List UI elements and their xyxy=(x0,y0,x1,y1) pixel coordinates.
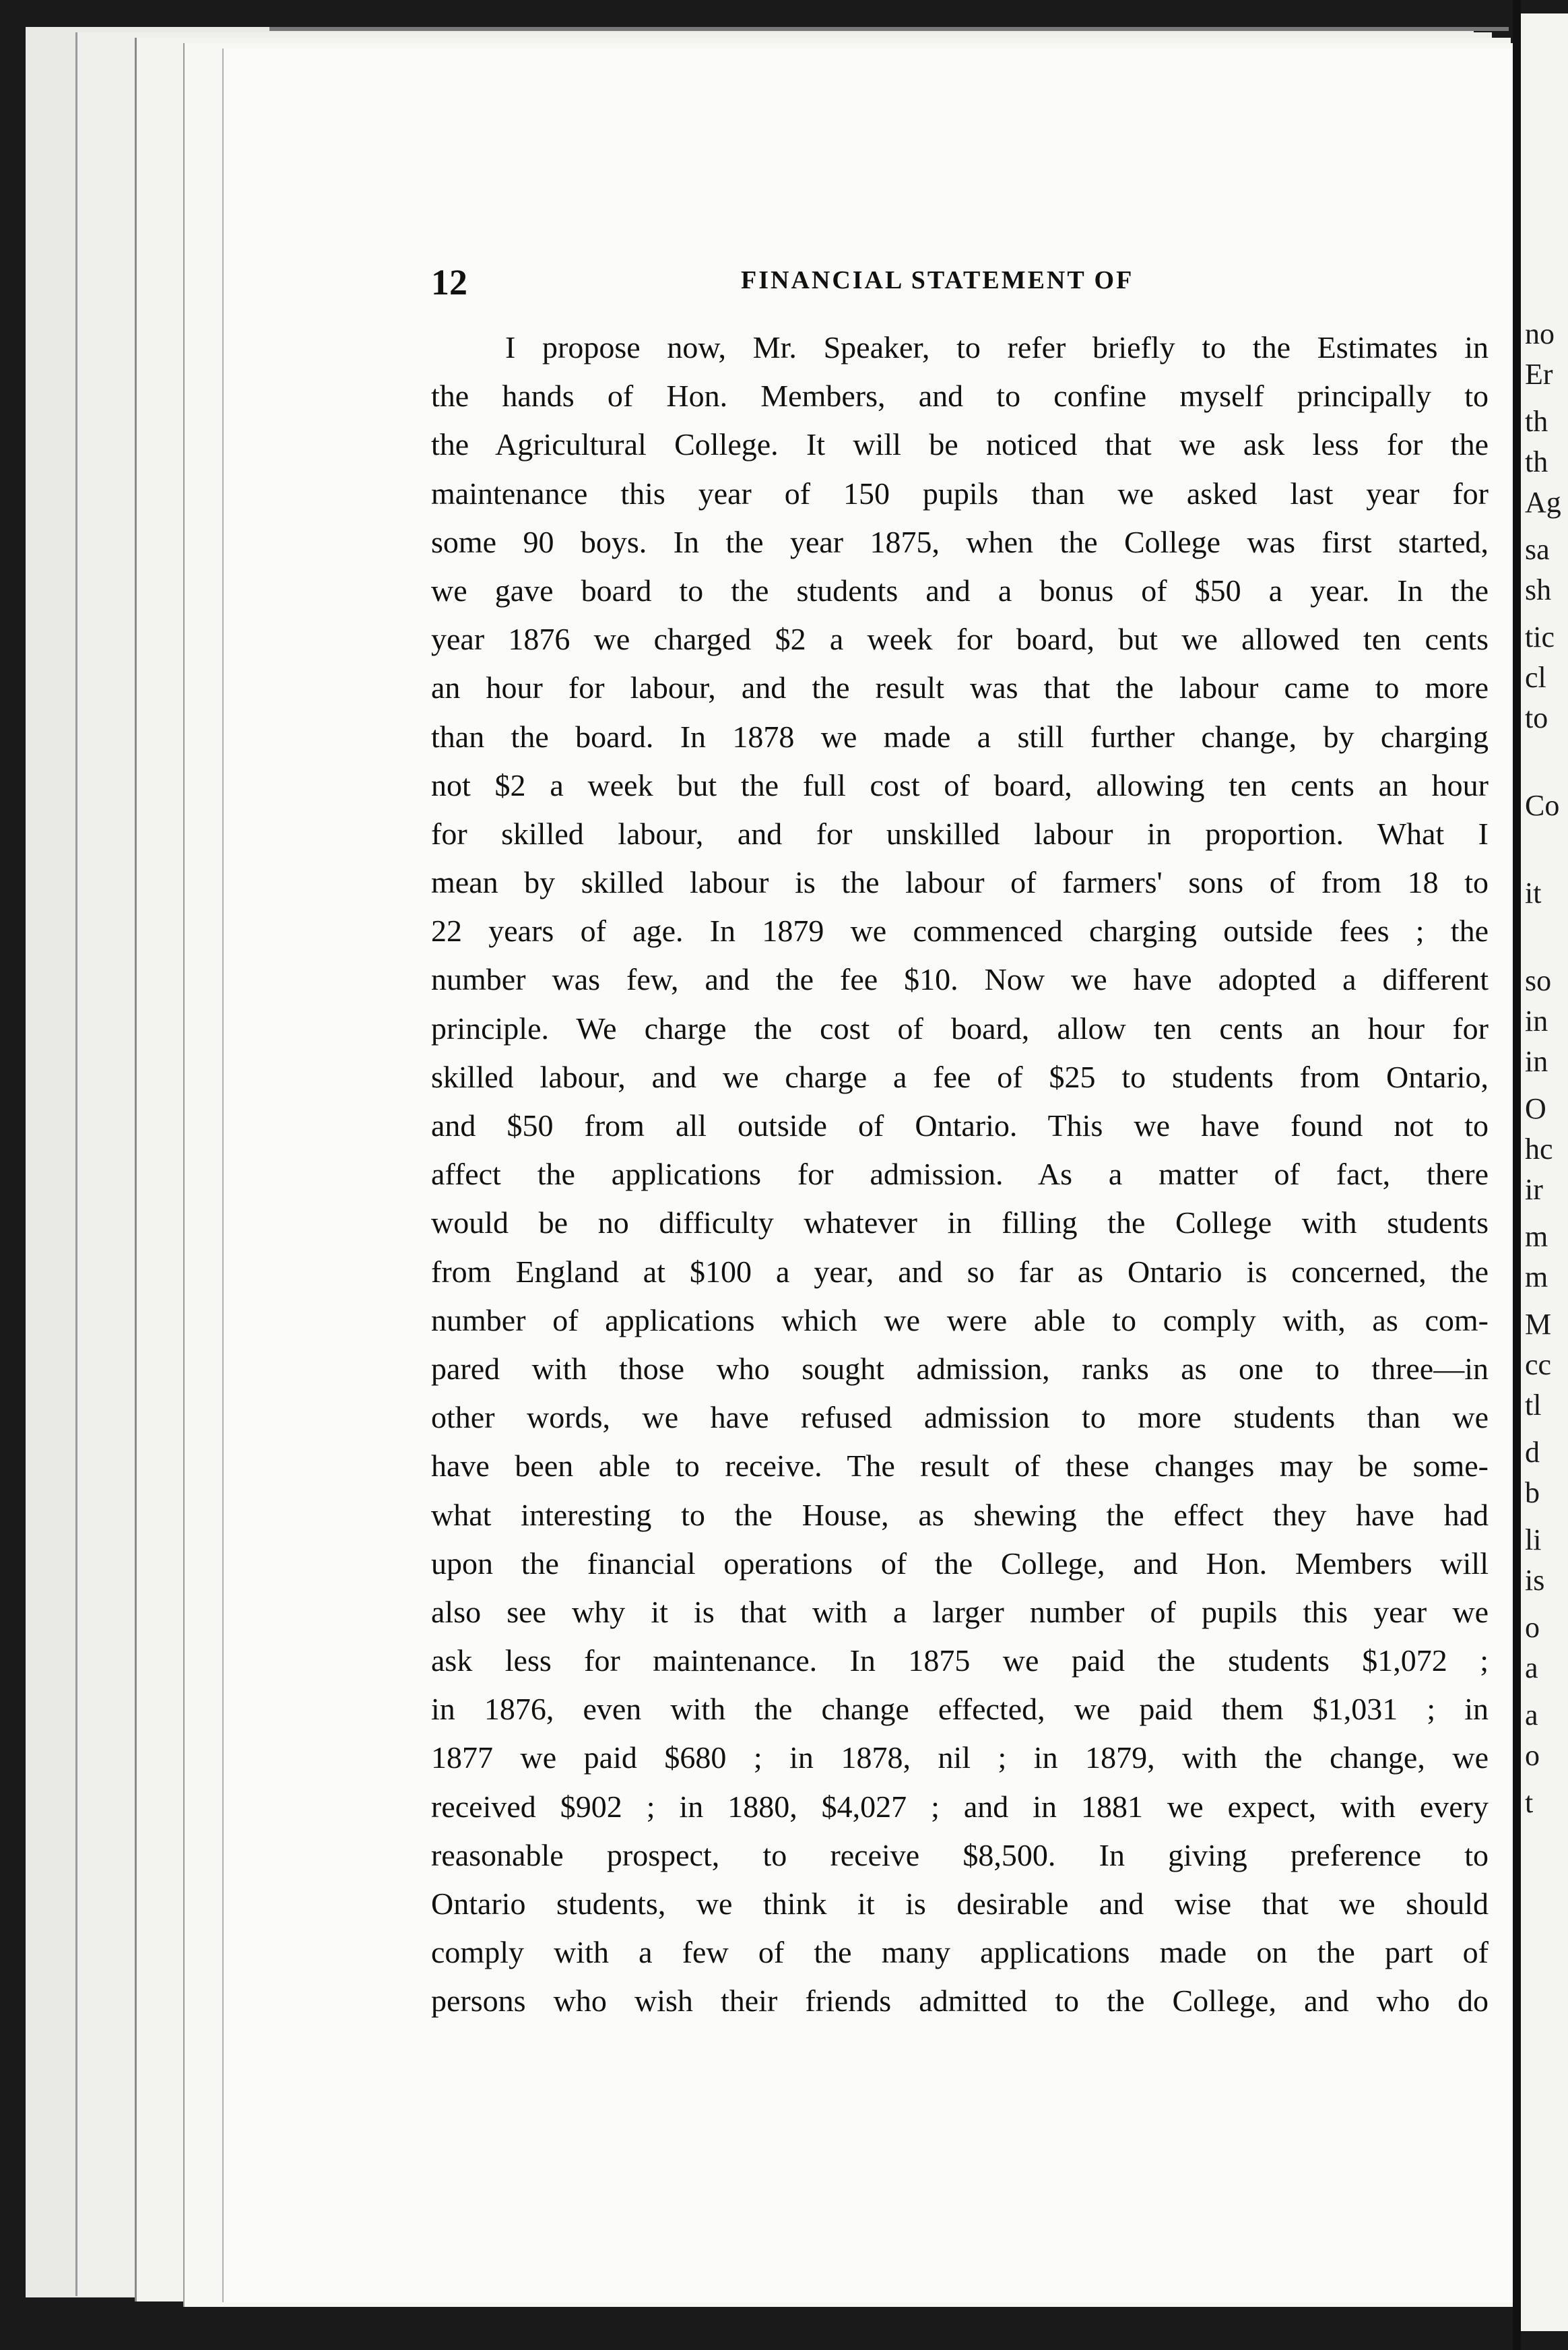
facing-page-fragment: hc xyxy=(1525,1133,1553,1166)
text-line: for skilled labour, and for unskilled labour in proportion. What I xyxy=(431,816,1489,851)
facing-page-fragment: tic xyxy=(1525,621,1555,654)
facing-page-fragment: in xyxy=(1525,1045,1548,1078)
text-line: number of applications which we were able to comply with, as com- xyxy=(431,1302,1489,1337)
facing-page-fragment: Ag xyxy=(1525,486,1561,519)
text-line: affect the applications for admission. As a matter of fact, there xyxy=(431,1157,1489,1192)
facing-page-fragment: tl xyxy=(1525,1389,1542,1422)
text-line: from England at $100 a year, and so far as Ontario is concerned, the xyxy=(431,1254,1489,1289)
facing-page-fragment: m xyxy=(1525,1261,1548,1294)
text-line: reasonable prospect, to receive $8,500. In giving preference to xyxy=(431,1837,1489,1872)
page-top-shadow xyxy=(269,27,1509,31)
page-header xyxy=(0,261,1568,302)
text-line: year 1876 we charged $2 a week for board, but we allowed ten cents xyxy=(431,622,1489,657)
text-line: skilled labour, and we charge a fee of $25 to students from Ontario, xyxy=(431,1059,1489,1094)
facing-page-fragment: cl xyxy=(1525,661,1546,694)
facing-page-fragment: b xyxy=(1525,1476,1540,1509)
text-line: would be no difficulty whatever in filling the College with students xyxy=(431,1205,1489,1240)
facing-page-fragment: so xyxy=(1525,964,1552,997)
facing-page-fragment: th xyxy=(1525,405,1548,438)
facing-page-fragment: a xyxy=(1525,1651,1538,1684)
text-line: some 90 boys. In the year 1875, when the College was first started, xyxy=(431,524,1489,559)
text-line: maintenance this year of 150 pupils than we asked last year for xyxy=(431,476,1489,511)
facing-page-fragment: d xyxy=(1525,1436,1540,1469)
text-line: in 1876, even with the change effected, we paid them $1,031 ; in xyxy=(431,1692,1489,1727)
text-line: upon the financial operations of the College, and Hon. Members will xyxy=(431,1546,1489,1581)
text-line: the hands of Hon. Members, and to confine myself principally to xyxy=(431,379,1489,414)
facing-page-fragment: o xyxy=(1525,1739,1540,1772)
facing-page-fragment: sh xyxy=(1525,573,1552,606)
text-line: also see why it is that with a larger number of pupils this year we xyxy=(431,1594,1489,1629)
text-line: I propose now, Mr. Speaker, to refer briefly to the Estimates in xyxy=(505,330,1489,364)
text-line: not $2 a week but the full cost of board, allowing ten cents an hour xyxy=(431,767,1489,802)
text-line: received $902 ; in 1880, $4,027 ; and in 1881 we expect, with every xyxy=(431,1789,1489,1824)
text-line: Ontario students, we think it is desirable and wise that we should xyxy=(431,1886,1489,1921)
text-line: than the board. In 1878 we made a still further change, by charging xyxy=(431,719,1489,754)
text-line: and $50 from all outside of Ontario. This we have found not to xyxy=(431,1108,1489,1143)
facing-page-fragment: M xyxy=(1525,1308,1552,1341)
running-head: FINANCIAL STATEMENT OF xyxy=(741,266,1134,294)
facing-page-fragment: t xyxy=(1525,1786,1534,1819)
body-paragraph xyxy=(431,323,1489,2026)
text-line: persons who wish their friends admitted to the College, and who do xyxy=(431,1983,1489,2019)
facing-page-fragment: Er xyxy=(1525,358,1553,391)
facing-page-fragment: no xyxy=(1525,317,1555,350)
text-line: ask less for maintenance. In 1875 we paid the students $1,072 ; xyxy=(431,1643,1489,1678)
text-line: pared with those who sought admission, ranks as one to three—in xyxy=(431,1351,1489,1386)
text-line: an hour for labour, and the result was that the labour came to more xyxy=(431,670,1489,705)
facing-page-fragment: to xyxy=(1525,701,1548,734)
facing-page-fragment: O xyxy=(1525,1092,1546,1125)
facing-page-fragment: a xyxy=(1525,1698,1538,1732)
facing-page-fragment: o xyxy=(1525,1611,1540,1644)
facing-page-fragment: Co xyxy=(1525,789,1560,822)
facing-page-fragment: cc xyxy=(1525,1348,1552,1381)
text-line: have been able to receive. The result of these changes may be some- xyxy=(431,1449,1489,1484)
text-line: the Agricultural College. It will be noticed that we ask less for the xyxy=(431,427,1489,462)
facing-page-fragment: is xyxy=(1525,1564,1545,1597)
facing-page-fragment: th xyxy=(1525,445,1548,478)
page-number: 12 xyxy=(431,262,467,303)
facing-page-fragment: in xyxy=(1525,1005,1548,1038)
facing-page-fragment: m xyxy=(1525,1220,1548,1253)
text-line: we gave board to the students and a bonus of $50 a year. In the xyxy=(431,573,1489,608)
text-line: 22 years of age. In 1879 we commenced charging outside fees ; the xyxy=(431,914,1489,949)
facing-page-edge xyxy=(1521,13,1568,2331)
facing-page-fragment: it xyxy=(1525,877,1542,910)
text-line: 1877 we paid $680 ; in 1878, nil ; in 1879, with the change, we xyxy=(431,1740,1489,1775)
book-gutter xyxy=(1513,0,1521,2350)
facing-page-fragment: li xyxy=(1525,1523,1542,1556)
text-line: principle. We charge the cost of board, allow ten cents an hour for xyxy=(431,1011,1489,1046)
text-line: other words, we have refused admission to more students than we xyxy=(431,1400,1489,1435)
text-line: what interesting to the House, as shewing the effect they have had xyxy=(431,1497,1489,1532)
facing-page-fragment: ir xyxy=(1525,1173,1543,1206)
facing-page-fragment: sa xyxy=(1525,533,1550,566)
text-line: comply with a few of the many applications made on the part of xyxy=(431,1935,1489,1970)
text-line: number was few, and the fee $10. Now we have adopted a different xyxy=(431,962,1489,997)
text-line: mean by skilled labour is the labour of farmers' sons of from 18 to xyxy=(431,865,1489,900)
